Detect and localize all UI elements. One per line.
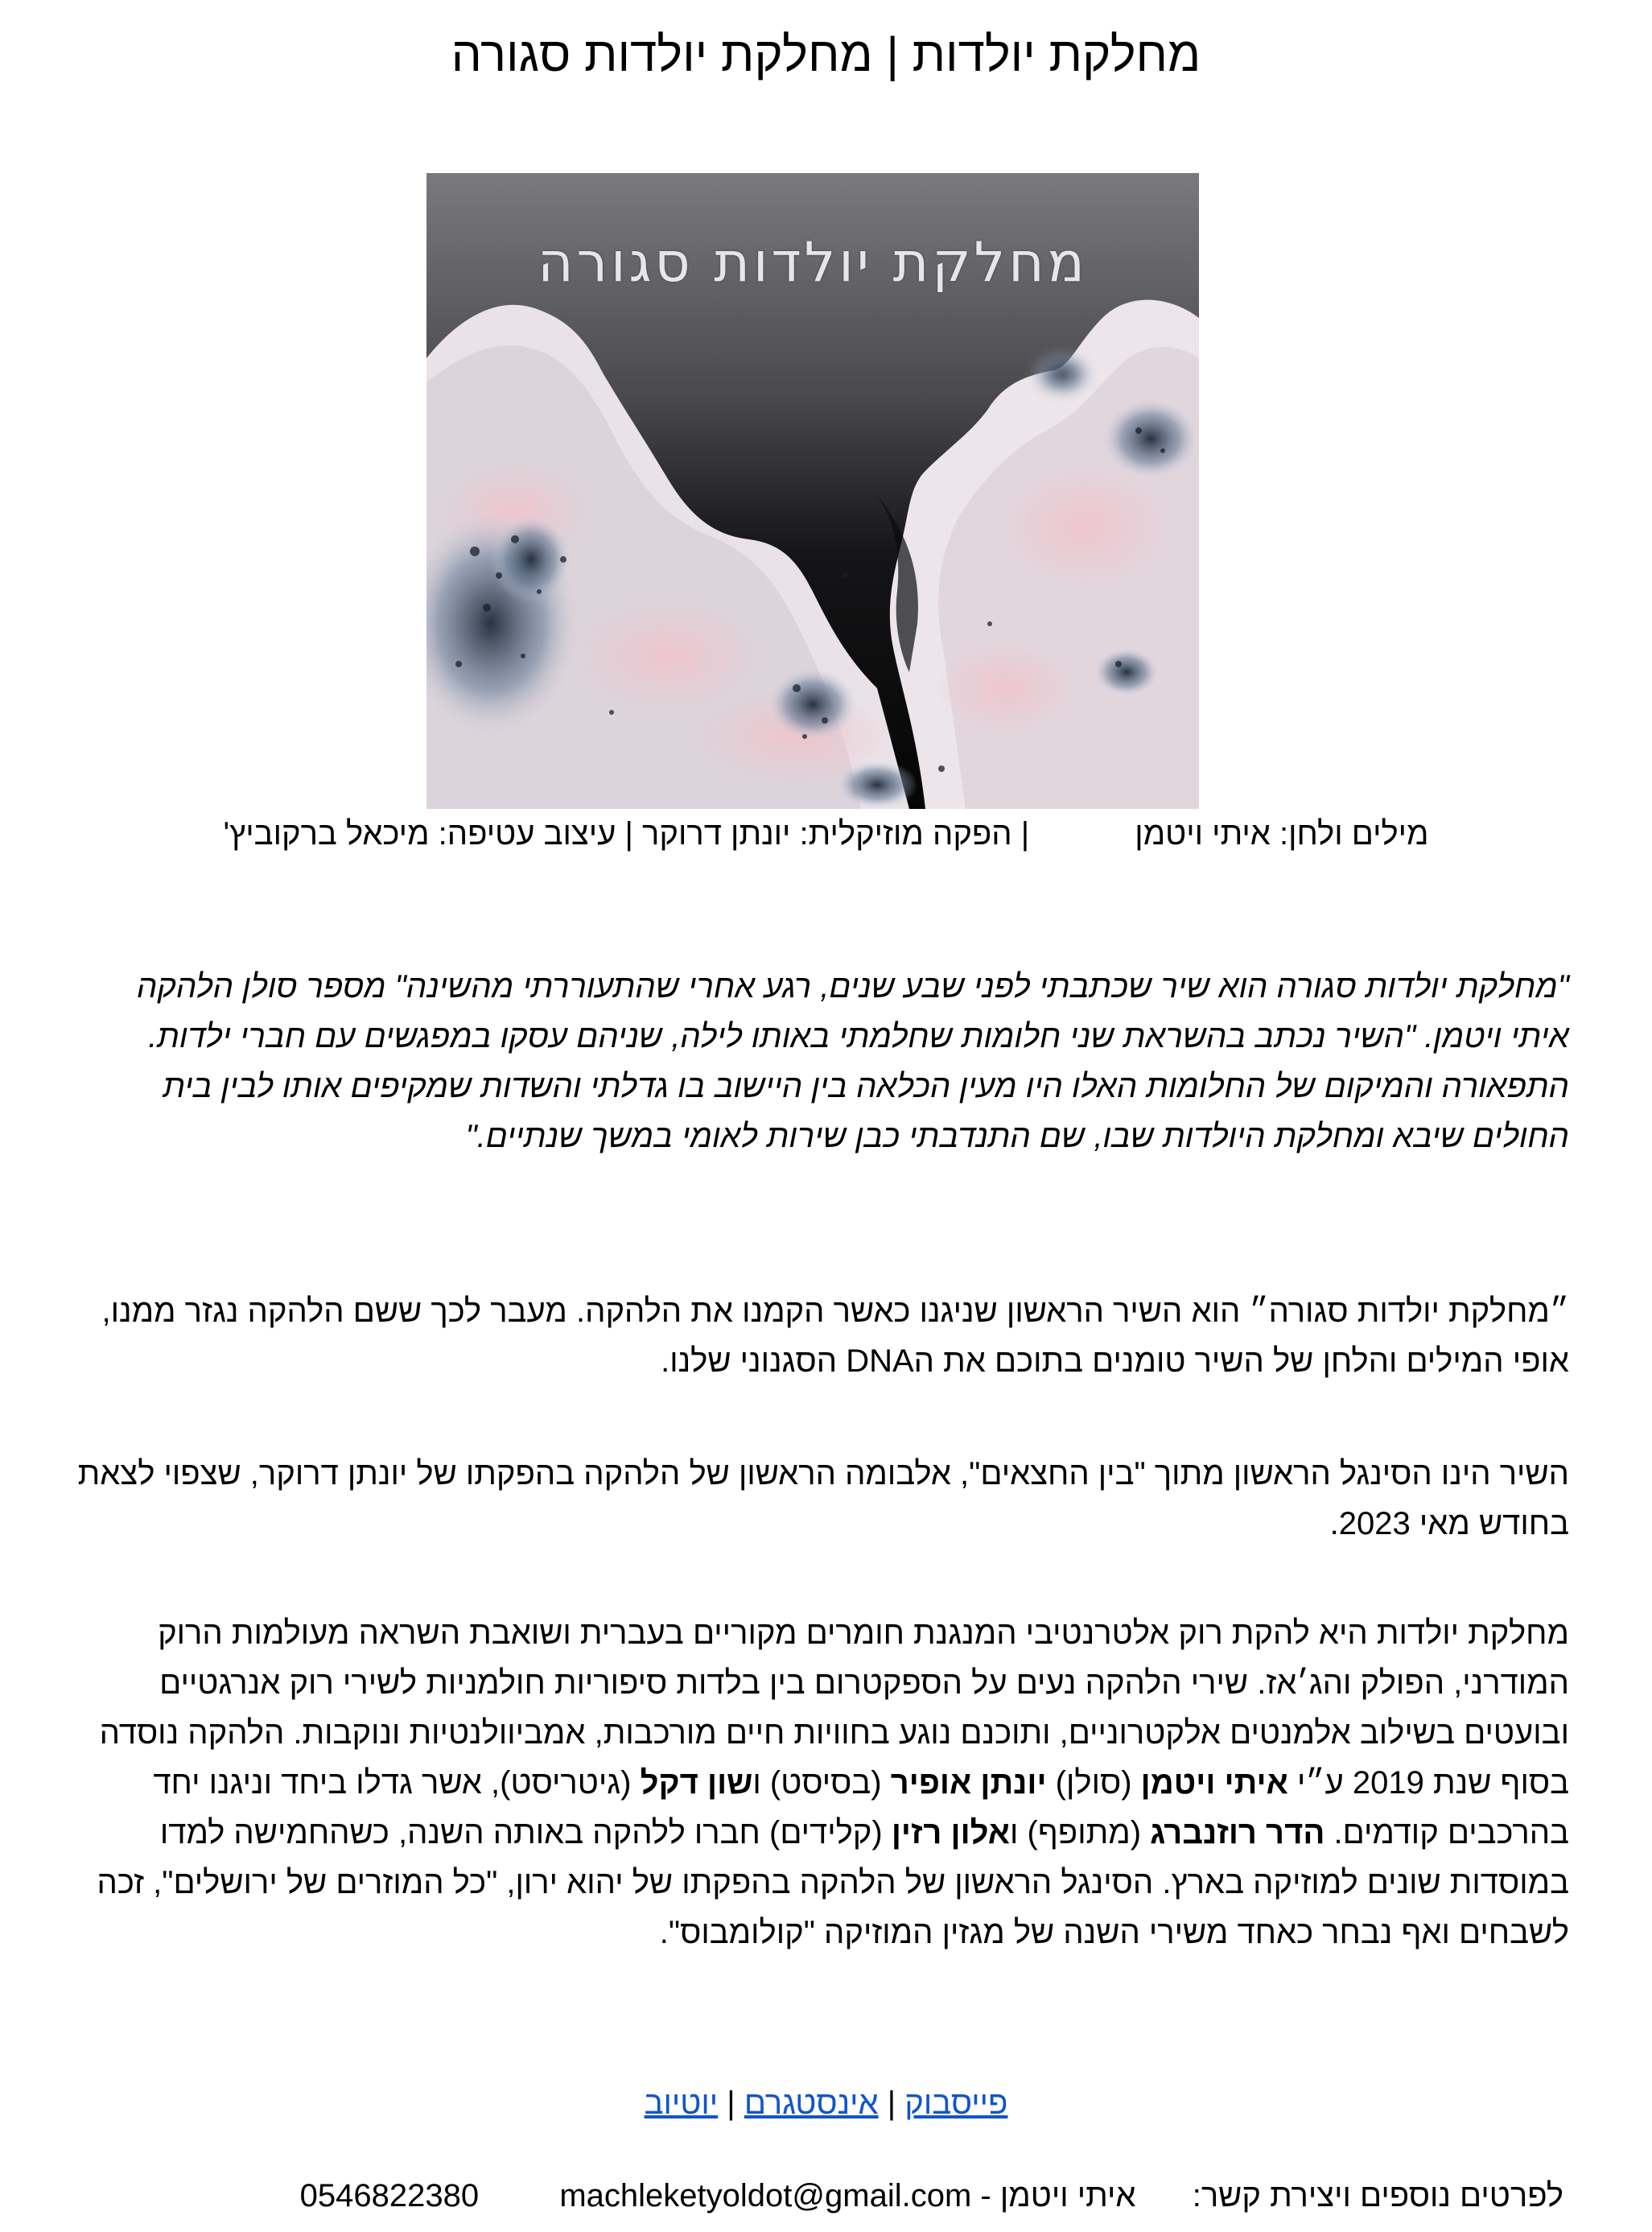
quote-part-1: "מחלקת יולדות סגורה הוא שיר שכתבתי לפני שבע שנים, רגע אחרי שהתעוררתי מהשינה" [394,969,1569,1005]
social-links [0,2081,1652,2126]
instagram-link[interactable]: אינסטגרם [744,2086,879,2121]
contact-name: איתי ויטמן - [980,2178,1136,2213]
credit-production: הפקה מוזיקלית: יונתן דרוקר [642,816,1012,852]
credit-separator: | [624,816,633,852]
bio-text: (מתופף) ו [1010,1815,1151,1850]
member-name: אלון רזין [891,1815,1011,1850]
member-name: איתי ויטמן [1140,1765,1288,1801]
album-cover-title: מחלקת יולדות סגורה [538,231,1088,295]
bio-text: (סולן) [1046,1765,1141,1801]
credits-line [0,811,1652,856]
page-title: מחלקת יולדות | מחלקת יולדות סגורה [451,27,1201,81]
contact-email[interactable]: machleketyoldot@gmail.com [559,2178,972,2213]
credit-separator: | [1020,816,1030,852]
bio-text: (קלידים) חברו ללהקה באותה השנה, כשהחמישה למדו במוסדות שונים למוזיקה בארץ. הסינגל הראשון של הלהקה בהפקתו של יהוא ירון, "כל המוזרים של ירושלים", זכה לשבחים ואף נבחר כאחד משירי השנה של מגזין המוזיקה "קולומבוס". [97,1815,1569,1950]
member-name: יונתן אופיר [890,1765,1047,1801]
facebook-link[interactable]: פייסבוק [904,2086,1008,2121]
link-separator: | [887,2086,896,2121]
contact-label: לפרטים נוספים ויצירת קשר: [1192,2178,1563,2213]
bio-text: (בסיסט) ו [752,1765,891,1801]
youtube-link[interactable]: יוטיוב [644,2086,719,2121]
contact-line [72,2173,1563,2218]
album-cover-image [426,173,1199,809]
paragraph-song-origin: ״מחלקת יולדות סגורה״ הוא השיר הראשון שניגנו כאשר הקמנו את הלהקה. מעבר לכך ששם הלהקה נגזר ממנו, אופי המילים והלחן של השיר טומנים בתוכם את הDNA הסגנוני שלנו. [101,1293,1569,1379]
paragraph-quote [72,962,1569,1161]
member-name: הדר רוזנברג [1150,1815,1325,1850]
quote-attribution: מספר סולן הלהקה איתי ויטמן. [137,969,1569,1054]
quote-part-2: "השיר נכתב בהשראת שני חלומות שחלמתי באותו לילה, שניהם עסקו במפגשים עם חברי ילדות. התפאורה והמיקום של החלומות האלו היו מעין הכלאה בין היישוב בו גדלתי והשדות שמקיפים אותו לבין בית החולים שיבא ומחלקת היולדות שבו, שם התנדבתי כבן שירות לאומי במשך שנתיים." [148,1019,1569,1154]
paragraph-band-bio [72,1608,1569,1958]
member-name: שון דקל [640,1765,753,1801]
bio-text: מחלקת יולדות היא להקת רוק אלטרנטיבי המנגנת חומרים מקוריים בעברית ושואבת השראה מעולמות הרוק המודרני, הפולק והג׳אז. שירי הלהקה נעים על הספקטרום בין בלדות סיפוריות חולמניות לשירי רוק אנרגטיים ובועטים בשילוב אלמנטים אלקטרוניים, ותוכנם נוגע בחוויות חיים מורכבות, אמביוולנטיות ונוקבות. הלהקה נוסדה בסוף שנת 2019 ע״י [99,1615,1569,1801]
credit-cover-design: עיצוב עטיפה: מיכאל ברקוביץ' [223,816,616,852]
bio-text: (גיטריסט), אשר גדלו ביחד וניגנו יחד בהרכבים קודמים. [153,1765,1569,1850]
contact-phone[interactable]: 0546822380 [299,2178,480,2213]
credit-lyrics-music: מילים ולחן: איתי ויטמן [1135,816,1429,852]
link-separator: | [727,2086,735,2121]
paragraph-single-info: השיר הינו הסינגל הראשון מתוך "בין החצאים", אלבומה הראשון של הלהקה בהפקתו של יונתן דרוקר, שצפוי לצאת בחודש מאי 2023. [77,1456,1569,1541]
